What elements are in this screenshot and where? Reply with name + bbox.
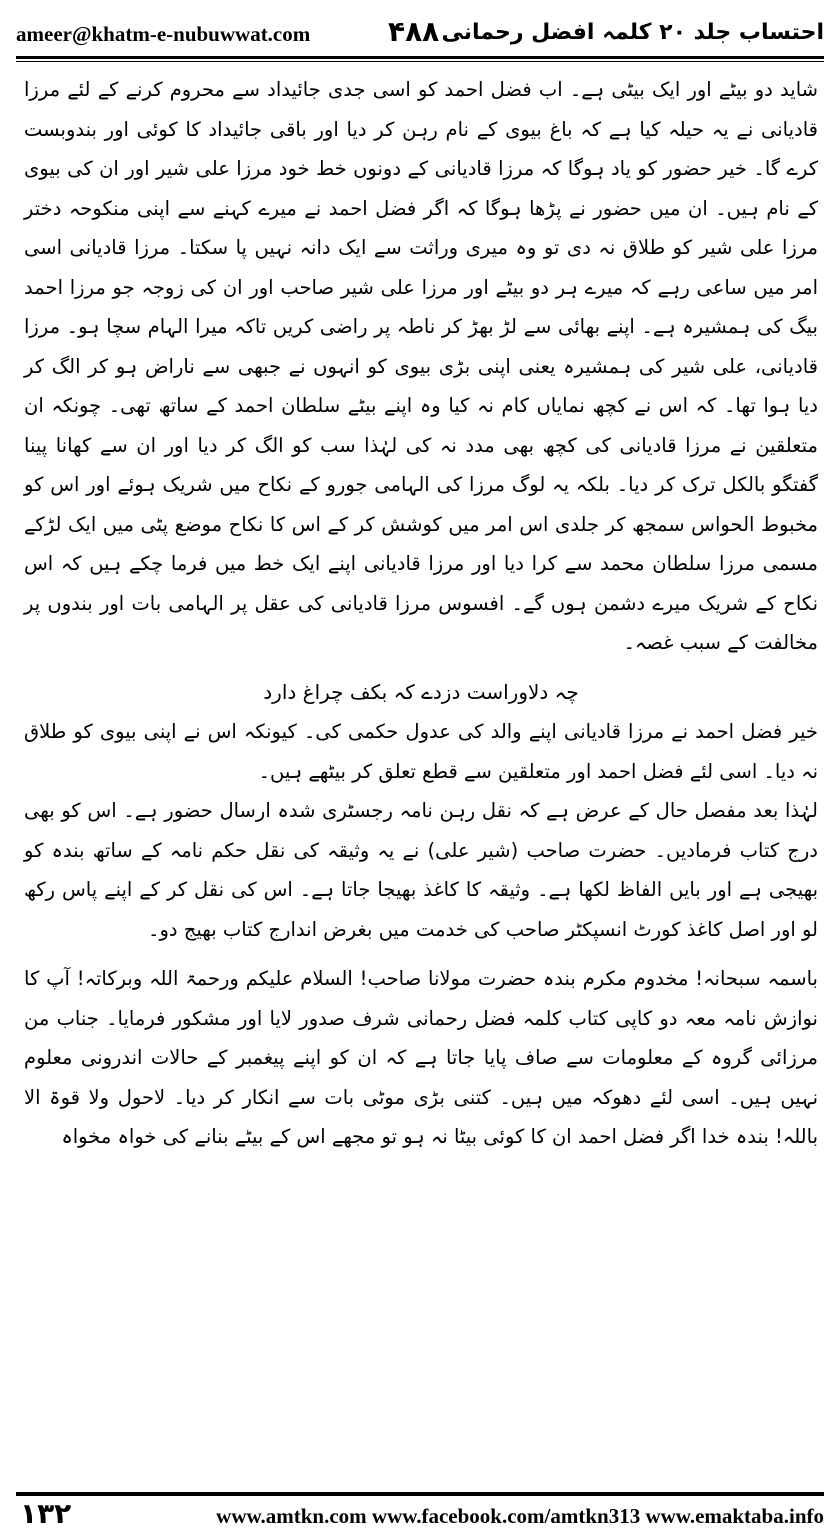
header-email: ameer@khatm-e-nubuwwat.com (16, 22, 311, 46)
paragraph-2: خیر فضل احمد نے مرزا قادیانی اپنے والد کی عدول حکمی کی۔ کیونکہ اس نے اپنی بیوی کو طلاق نہ دیا۔ اسی لئے فضل احمد اور متعلقین سے قطع تعلق کر بیٹھے ہیں۔ (24, 720, 818, 783)
page-body (24, 70, 818, 1157)
paragraph-1: شاید دو بیٹے اور ایک بیٹی ہے۔ اب فضل احمد کو اسی جدی جائیداد سے محروم کرنے کے لئے مرزا قادیانی نے یہ حیلہ کیا ہے کہ باغ بیوی کے نام رہن کر دیا اور باقی جائیداد کا کوئی اور بندوبست کرے گا۔ خیر حضور کو یاد ہوگا کہ مرزا قادیانی کے دونوں خط خود مرزا علی شیر اور ان کی بیوی کے نام ہیں۔ ان میں حضور نے پڑھا ہوگا کہ اگر فضل احمد نے میرے کہنے سے اپنی منکوحہ دختر مرزا علی شیر کو طلاق نہ دی تو وہ میری وراثت سے ایک دانہ نہیں پا سکتا۔ مرزا قادیانی اسی امر میں ساعی رہے کہ میرے ہر دو بیٹے اور مرزا علی شیر صاحب اور ان کی زوجہ جو مرزا احمد بیگ کی ہمشیرہ ہے۔ اپنے بھائی سے لڑ بھڑ کر ناطہ پر راضی کریں تاکہ میرا الہام سچا ہو۔ مرزا قادیانی، علی شیر کی ہمشیرہ یعنی اپنی بڑی بیوی کو انہوں نے جبھی سے ناراض ہو کر الگ کر دیا ہوا تھا۔ کہ اس نے کچھ نمایاں کام نہ کیا وہ اپنے بیٹے سلطان احمد کے ساتھ تھی۔ چونکہ ان متعلقین نے مرزا قادیانی کی کچھ بھی مدد نہ کی لہٰذا سب کو الگ کر دیا اور ان سے کھانا پینا گفتگو بالکل ترک کر دیا۔ بلکہ یہ لوگ مرزا کی الہامی جورو کے نکاح میں شریک ہوئے اور اس کو مخبوط الحواس سمجھ کر جلدی اس امر میں کوشش کر کے اس کا نکاح موضع پٹی میں ایک لڑکے مسمی مرزا سلطان محمد سے کرا دیا اور مرزا قادیانی اپنے ایک خط میں فرما چکے ہیں کہ اس نکاح کے شریک میرے دشمن ہوں گے۔ افسوس مرزا قادیانی کی عقل پر الہامی بات اور بندوں پر مخالفت کے سبب غصہ۔ (24, 78, 818, 654)
footer-rule (16, 1492, 824, 1496)
header-rule-thick (16, 56, 824, 59)
header-book-title: احتساب جلد ۲۰ کلمہ افضل رحمانی (441, 20, 824, 45)
header-page-number: ۴۸۸ (388, 15, 440, 48)
page-header (16, 14, 824, 54)
footer-links: www.amtkn.com www.facebook.com/amtkn313 www.emaktaba.info (216, 1504, 824, 1528)
paragraph-4: باسمہ سبحانہ! مخدوم مکرم بندہ حضرت مولانا صاحب! السلام علیکم ورحمۃ اللہ وبرکاتہ! آپ کا نوازش نامہ معہ دو کاپی کتاب کلمہ فضل رحمانی شرف صدور لایا اور مشکور فرمایا۔ جناب من مرزائی گروہ کے معلومات سے صاف پایا جاتا ہے کہ ان کو اپنے پیغمبر کے حالات اندرونی معلوم نہیں ہیں۔ اسی لئے دھوکہ میں ہیں۔ کتنی بڑی موٹی بات سے انکار کر دیا۔ لاحول ولا قوۃ الا باللہ! بندہ خدا اگر فضل احمد ان کا کوئی بیٹا نہ ہو تو مجھے اس کے بیٹے بنانے کی خواہ مخواہ (24, 967, 818, 1148)
footer-page-number: ۱۳۲ (20, 1497, 72, 1530)
page-footer (16, 1497, 824, 1536)
paragraph-3: لہٰذا بعد مفصل حال کے عرض ہے کہ نقل رہن نامہ رجسٹری شدہ ارسال حضور ہے۔ اس کو بھی درج کتاب فرمادیں۔ حضرت صاحب (شیر علی) نے یہ وثیقہ کی نقل حکم نامہ کے ساتھ بندہ کو بھیجی ہے اور بایں الفاظ لکھا ہے۔ وثیقہ کا کاغذ بھیجا جاتا ہے۔ اس کی نقل کر کے اپنے پاس رکھ لو اور اصل کاغذ کورٹ انسپکٹر صاحب کی خدمت میں بغرض اندارج کتاب بھیج دو۔ (24, 799, 818, 941)
header-rule-thin (16, 61, 824, 62)
persian-verse: چہ دلاوراست دزدے کہ بکف چراغ دارد (263, 679, 579, 704)
